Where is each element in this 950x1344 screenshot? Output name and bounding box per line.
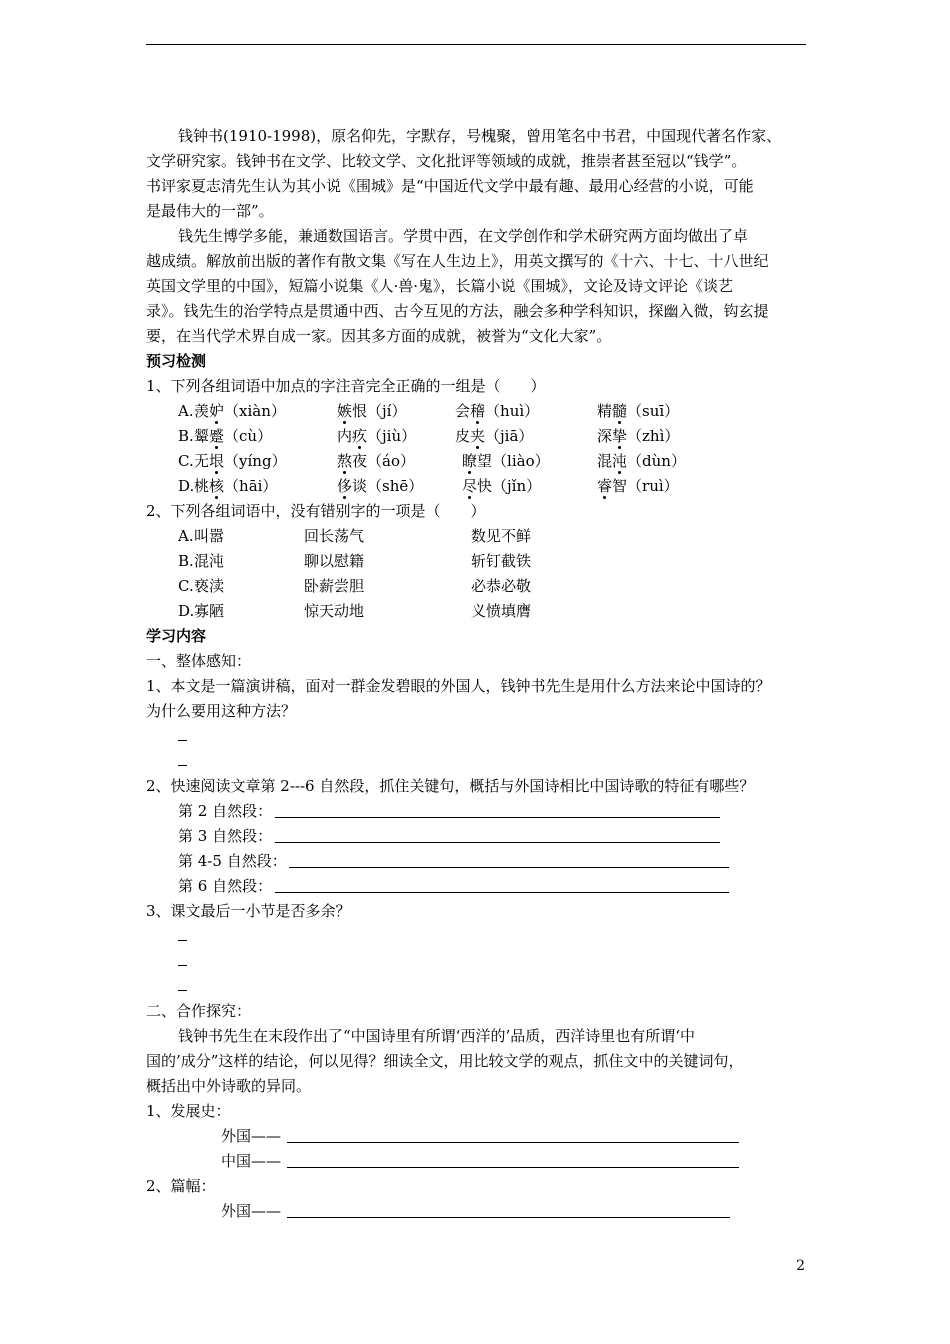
q2-option-word: 卧薪尝胆 bbox=[304, 577, 365, 595]
q2-option-letter: C. bbox=[178, 577, 194, 595]
para-label: 第 3 自然段： bbox=[178, 827, 273, 845]
answer-line[interactable] bbox=[289, 867, 729, 868]
q1-option-letter: D. bbox=[178, 477, 195, 495]
q1-option-word: 熬夜（áo） bbox=[337, 452, 416, 470]
answer-line[interactable] bbox=[275, 842, 720, 843]
part1-q1-line: 为什么要用这种方法？ bbox=[146, 702, 297, 720]
q1-option-word: 深挚（zhì） bbox=[597, 427, 680, 445]
q1-option-letter: C. bbox=[178, 452, 194, 470]
intro-p1-line: 是最伟大的一部”。 bbox=[146, 202, 274, 220]
part1-title: 一、整体感知： bbox=[146, 652, 252, 670]
answer-line[interactable] bbox=[287, 1142, 739, 1143]
china-label: 中国—— bbox=[221, 1152, 282, 1170]
q2-option-word: 必恭必敬 bbox=[471, 577, 532, 595]
section-length: 2、篇幅： bbox=[146, 1177, 216, 1195]
q1-option-letter: A. bbox=[178, 402, 194, 420]
q1-option-word: 内疚（jiù） bbox=[337, 427, 417, 445]
q2-stem: 2、下列各组词语中，没有错别字的一项是（ ） bbox=[146, 502, 486, 520]
part1-q3: 3、课文最后一小节是否多余？ bbox=[146, 902, 351, 920]
part2-title: 二、合作探究： bbox=[146, 1002, 252, 1020]
q1-option-word: 嫉恨（jí） bbox=[337, 402, 407, 420]
foreign-label: 外国—— bbox=[221, 1127, 282, 1145]
q1-option-word: 混沌（dùn） bbox=[597, 452, 686, 470]
q2-option-word: 斩钉截铁 bbox=[471, 552, 532, 570]
q2-option-letter: D. bbox=[178, 602, 195, 620]
q2-option-word: 寡陋 bbox=[194, 602, 225, 620]
q1-option-letter: B. bbox=[178, 427, 194, 445]
q2-option-word: 惊天动地 bbox=[304, 602, 365, 620]
q2-option-word: 回长荡气 bbox=[304, 527, 365, 545]
answer-line[interactable] bbox=[275, 892, 729, 893]
q1-option-word: 无垠（yíng） bbox=[194, 452, 287, 470]
para-label: 第 2 自然段： bbox=[178, 802, 273, 820]
intro-p2-line: 钱先生博学多能，兼通数国语言。学贯中西，在文学创作和学术研究两方面均做出了卓 bbox=[178, 227, 749, 245]
q1-option-word: 精髓（suī） bbox=[597, 402, 680, 420]
part2-intro-line: 钱钟书先生在末段作出了“中国诗里有所谓‘西洋的’品质，西洋诗里也有所谓‘中 bbox=[178, 1027, 695, 1045]
preview-heading: 预习检测 bbox=[146, 352, 207, 370]
q1-option-word: 颦蹙（cù） bbox=[194, 427, 273, 445]
para-label: 第 4-5 自然段： bbox=[178, 852, 287, 870]
answer-blank-dash bbox=[178, 740, 187, 741]
answer-blank-dash bbox=[178, 940, 187, 941]
q1-option-word: 侈谈（shē） bbox=[337, 477, 424, 495]
q2-option-word: 亵渎 bbox=[194, 577, 225, 595]
q2-option-word: 叫嚣 bbox=[194, 527, 225, 545]
page-number: 2 bbox=[796, 1258, 805, 1274]
answer-blank-dash bbox=[178, 765, 187, 766]
answer-line[interactable] bbox=[287, 1217, 730, 1218]
q1-option-word: 羡妒（xiàn） bbox=[194, 402, 286, 420]
part1-q2: 2、快速阅读文章第 2---6 自然段，抓住关键句，概括与外国诗相比中国诗歌的特征有哪些？ bbox=[146, 777, 755, 795]
q1-option-word: 尽快（jǐn） bbox=[462, 477, 542, 495]
answer-line[interactable] bbox=[275, 817, 720, 818]
intro-p2-line: 录》。钱先生的治学特点是贯通中西、古今互见的方法，融会多种学科知识，探幽入微，钩玄提 bbox=[146, 302, 769, 320]
part1-q1-line: 1、本文是一篇演讲稿，面对一群金发碧眼的外国人，钱钟书先生是用什么方法来论中国诗的？ bbox=[146, 677, 771, 695]
part2-intro-line: 概括出中外诗歌的异同。 bbox=[146, 1077, 312, 1095]
intro-p2-line: 英国文学里的中国》，短篇小说集《人·兽·鬼》，长篇小说《围城》，文论及诗文评论《谈艺 bbox=[146, 277, 734, 295]
q1-option-word: 睿智（ruì） bbox=[597, 477, 679, 495]
para-label: 第 6 自然段： bbox=[178, 877, 273, 895]
foreign-label: 外国—— bbox=[221, 1202, 282, 1220]
q2-option-word: 义愤填膺 bbox=[471, 602, 532, 620]
q2-option-word: 混沌 bbox=[194, 552, 225, 570]
intro-p2-line: 越成绩。解放前出版的著作有散文集《写在人生边上》，用英文撰写的《十六、十七、十八世纪 bbox=[146, 252, 769, 270]
q2-option-letter: A. bbox=[178, 527, 194, 545]
intro-p1-line: 书评家夏志清先生认为其小说《围城》是“中国近代文学中最有趣、最用心经营的小说，可能 bbox=[146, 177, 754, 195]
q1-option-word: 皮夹（jiā） bbox=[455, 427, 534, 445]
header-rule bbox=[146, 44, 806, 45]
part2-intro-line: 国的’成分”这样的结论，何以见得？细读全文，用比较文学的观点，抓住文中的关键词句， bbox=[146, 1052, 744, 1070]
answer-blank-dash bbox=[178, 990, 187, 991]
answer-line[interactable] bbox=[287, 1167, 739, 1168]
intro-p2-line: 要，在当代学术界自成一家。因其多方面的成就，被誉为“文化大家”。 bbox=[146, 327, 612, 345]
section-development: 1、发展史： bbox=[146, 1102, 231, 1120]
intro-p1-line: 钱钟书(1910-1998)，原名仰先，字默存，号槐聚，曾用笔名中书君，中国现代著名作家、 bbox=[178, 127, 782, 145]
answer-blank-dash bbox=[178, 965, 187, 966]
q1-option-word: 桃核（hāi） bbox=[194, 477, 278, 495]
q2-option-word: 聊以慰籍 bbox=[304, 552, 365, 570]
q1-option-word: 瞭望（liào） bbox=[462, 452, 550, 470]
q2-option-letter: B. bbox=[178, 552, 194, 570]
q2-option-word: 数见不鲜 bbox=[471, 527, 532, 545]
q1-stem: 1、下列各组词语中加点的字注音完全正确的一组是（ ） bbox=[146, 377, 546, 395]
intro-p1-line: 文学研究家。钱钟书在文学、比较文学、文化批评等领域的成就，推崇者甚至冠以“钱学”。 bbox=[146, 152, 747, 170]
study-heading: 学习内容 bbox=[146, 627, 207, 645]
q1-option-word: 会稽（huì） bbox=[455, 402, 540, 420]
